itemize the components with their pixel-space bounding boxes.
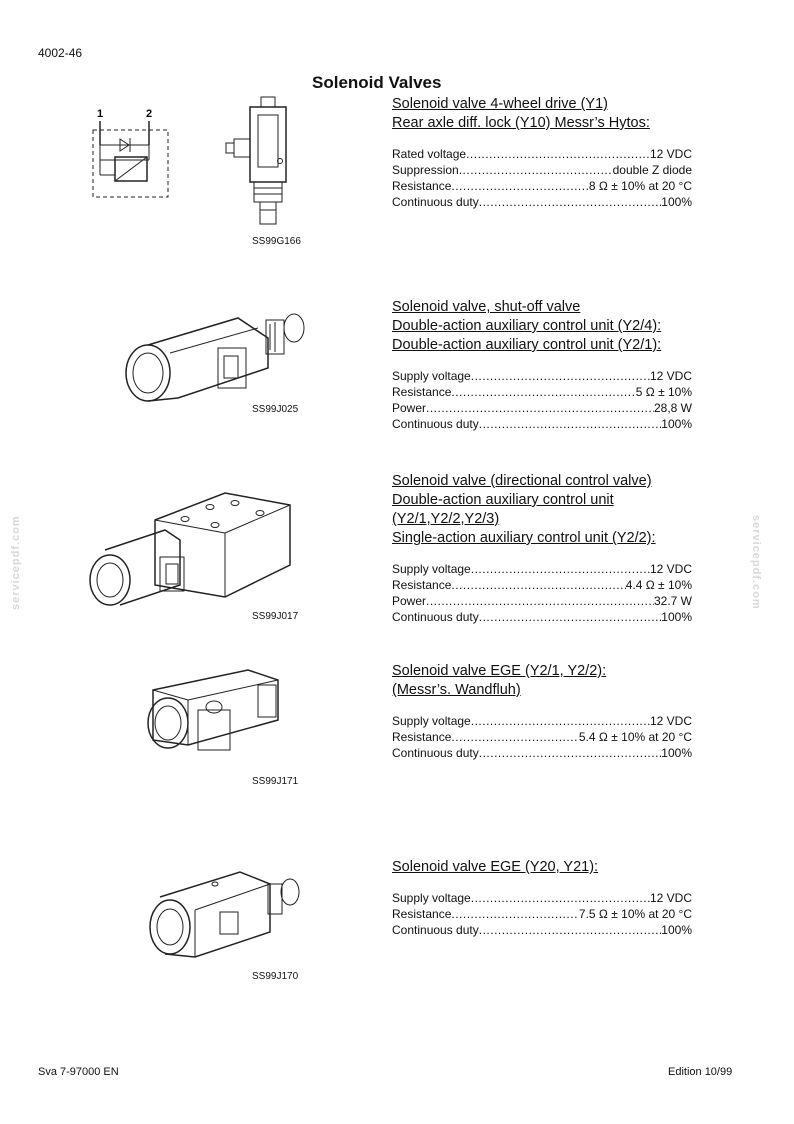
spec-list [392, 561, 692, 625]
spec-label: Suppression [392, 163, 459, 177]
spec-value: 100% [661, 417, 692, 431]
section-heading: Double-action auxiliary control unit [392, 492, 614, 508]
spec-label: Supply voltage [392, 562, 471, 576]
spec-list [392, 146, 692, 210]
spec-row [392, 178, 692, 194]
spec-value: 12 VDC [649, 714, 692, 728]
spec-row [392, 162, 692, 178]
section-heading: Single-action auxiliary control unit (Y2/2): [392, 530, 656, 546]
section-heading: Double-action auxiliary control unit (Y2/1): [392, 337, 662, 353]
spec-value: 12 VDC [649, 369, 692, 383]
spec-label: Rated voltage [392, 147, 467, 161]
spec-row [392, 368, 692, 384]
footer-document-code: Sva 7-97000 EN [38, 1066, 119, 1078]
spec-list [392, 368, 692, 432]
spec-value: 100% [661, 746, 692, 760]
spec-row [392, 729, 692, 745]
spec-value: 12 VDC [649, 147, 692, 161]
spec-row [392, 922, 692, 938]
section-directional [392, 472, 692, 625]
spec-row [392, 561, 692, 577]
spec-value: 7.5 Ω ± 10% at 20 °C [578, 907, 692, 921]
section-ege-y20-y21 [392, 858, 692, 938]
spec-label: Power [392, 594, 427, 608]
section-heading: Solenoid valve, shut-off valve [392, 299, 581, 315]
spec-row [392, 745, 692, 761]
spec-row [392, 906, 692, 922]
section-heading: Solenoid valve EGE (Y20, Y21): [392, 859, 599, 875]
spec-value: 28,8 W [653, 401, 692, 415]
spec-value: 5 Ω ± 10% [635, 385, 692, 399]
shutoff-valve-drawing [118, 298, 308, 408]
section-ege-wandfluh [392, 662, 692, 761]
spec-row [392, 593, 692, 609]
spec-value: 5.4 Ω ± 10% at 20 °C [578, 730, 692, 744]
ege-y20-y21-valve-drawing [140, 862, 305, 967]
schematic-label-1: 1 [97, 108, 104, 120]
spec-value: 100% [661, 610, 692, 624]
spec-label: Continuous duty [392, 417, 479, 431]
section-heading: Solenoid valve (directional control valve) [392, 473, 652, 489]
spec-value: 32.7 W [653, 594, 692, 608]
spec-label: Continuous duty [392, 610, 479, 624]
image-code: SS99J171 [252, 776, 299, 787]
section-hytos [392, 95, 692, 210]
spec-value: 100% [661, 195, 692, 209]
spec-row [392, 194, 692, 210]
section-shutoff [392, 298, 692, 432]
spec-value: 12 VDC [649, 562, 692, 576]
spec-label: Supply voltage [392, 369, 471, 383]
section-heading: Solenoid valve 4-wheel drive (Y1) [392, 96, 608, 112]
wiring-schematic [85, 105, 175, 200]
spec-label: Continuous duty [392, 923, 479, 937]
section-heading: (Messr’s. Wandfluh) [392, 682, 521, 698]
spec-row [392, 400, 692, 416]
spec-value: double Z diode [612, 163, 692, 177]
page-number: 4002-46 [38, 46, 83, 60]
spec-row [392, 890, 692, 906]
schematic-label-2: 2 [146, 108, 153, 120]
image-code: SS99J170 [252, 971, 299, 982]
spec-list [392, 713, 692, 761]
ege-wandfluh-valve-drawing [128, 665, 288, 770]
watermark-left: servicepdf.com [10, 515, 22, 610]
spec-value: 100% [661, 923, 692, 937]
spec-label: Resistance [392, 385, 452, 399]
section-heading: (Y2/1,Y2/2,Y2/3) [392, 511, 500, 527]
spec-label: Resistance [392, 730, 452, 744]
directional-control-valve-drawing [75, 485, 305, 615]
watermark-right: servicepdf.com [750, 515, 762, 610]
spec-label: Power [392, 401, 427, 415]
spec-value: 4.4 Ω ± 10% [625, 578, 692, 592]
spec-row [392, 713, 692, 729]
spec-label: Supply voltage [392, 891, 471, 905]
image-code: SS99J017 [252, 611, 299, 622]
image-code: SS99J025 [252, 404, 299, 415]
image-code: SS99G166 [252, 236, 301, 247]
footer-edition: Edition 10/99 [668, 1066, 733, 1078]
spec-value: 12 VDC [649, 891, 692, 905]
spec-row [392, 609, 692, 625]
spec-list [392, 890, 692, 938]
spec-label: Supply voltage [392, 714, 471, 728]
spec-label: Resistance [392, 578, 452, 592]
solenoid-valve-hytos-drawing [220, 95, 310, 240]
section-heading: Rear axle diff. lock (Y10) Messr’s Hytos: [392, 115, 650, 131]
spec-label: Resistance [392, 179, 452, 193]
spec-row [392, 416, 692, 432]
spec-row [392, 146, 692, 162]
spec-row [392, 384, 692, 400]
section-heading: Solenoid valve EGE (Y2/1, Y2/2): [392, 663, 607, 679]
spec-value: 8 Ω ± 10% at 20 °C [588, 179, 692, 193]
spec-label: Continuous duty [392, 746, 479, 760]
page-title: Solenoid Valves [312, 73, 442, 92]
spec-label: Resistance [392, 907, 452, 921]
spec-row [392, 577, 692, 593]
spec-label: Continuous duty [392, 195, 479, 209]
section-heading: Double-action auxiliary control unit (Y2/4): [392, 318, 662, 334]
